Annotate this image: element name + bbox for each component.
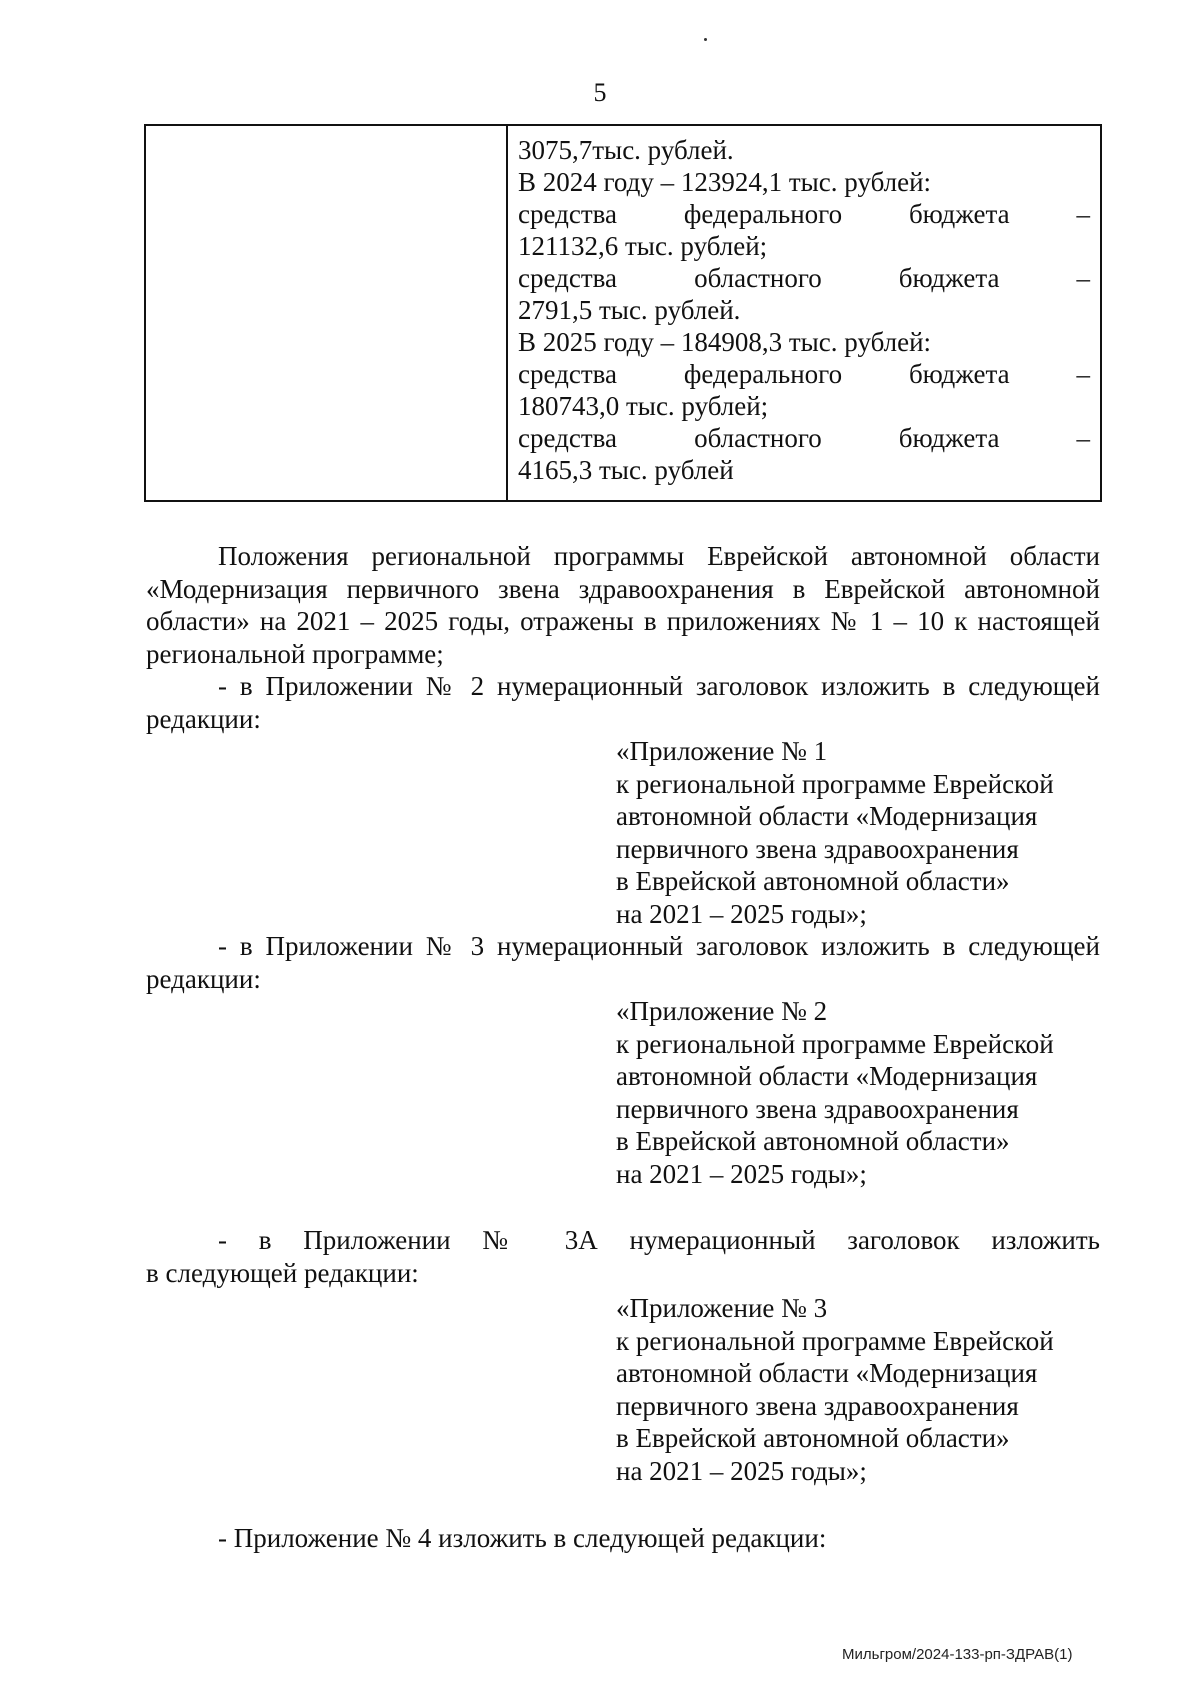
item-appendix-3a-line2: в следующей редакции: bbox=[146, 1258, 419, 1288]
block-line: к региональной программе Еврейской bbox=[616, 1028, 1054, 1059]
block-line: автономной области «Модернизация bbox=[616, 1061, 1038, 1091]
block-line: в Еврейской автономной области» bbox=[616, 1126, 1010, 1156]
word: бюджета bbox=[898, 423, 1000, 453]
word: средства bbox=[518, 263, 618, 293]
block-line: на 2021 – 2025 годы»; bbox=[616, 1158, 867, 1189]
intro-paragraph-wrap bbox=[146, 540, 1100, 670]
block-line: к региональной программе Еврейской bbox=[616, 768, 1054, 799]
block-line: первичного звена здравоохранения bbox=[616, 1390, 1019, 1421]
word: бюджета bbox=[898, 263, 1000, 293]
funding-table bbox=[144, 124, 1102, 502]
table-line: 3075,7тыс. рублей. bbox=[518, 135, 734, 165]
block-line: в Еврейской автономной области» bbox=[616, 1423, 1010, 1453]
block-line: к региональной программе Еврейской bbox=[616, 1325, 1054, 1356]
block-app1-wrap bbox=[146, 735, 1100, 930]
block-line: «Приложение № 1 bbox=[616, 736, 828, 766]
block-line: на 2021 – 2025 годы»; bbox=[616, 1455, 867, 1486]
word: средства bbox=[518, 359, 618, 389]
appendix-heading-block bbox=[616, 1292, 1100, 1487]
scan-speck bbox=[704, 38, 707, 41]
block-line: в Еврейской автономной области» bbox=[616, 866, 1010, 896]
word: областного bbox=[694, 423, 822, 453]
block-app3-wrap bbox=[146, 1292, 1100, 1487]
item-app4-wrap bbox=[146, 1522, 1100, 1555]
table-line: 180743,0 тыс. рублей; bbox=[518, 391, 769, 421]
word: областного bbox=[694, 263, 822, 293]
word: бюджета bbox=[908, 199, 1010, 229]
word: средства bbox=[518, 423, 618, 453]
table-line: 2791,5 тыс. рублей. bbox=[518, 295, 741, 325]
table-line: В 2024 году – 123924,1 тыс. рублей: bbox=[518, 167, 932, 197]
block-line: автономной области «Модернизация bbox=[616, 1358, 1038, 1388]
appendix-heading-block bbox=[616, 995, 1100, 1190]
table-line-spread bbox=[518, 262, 1090, 294]
table-line: 121132,6 тыс. рублей; bbox=[518, 231, 768, 261]
word: федерального bbox=[683, 199, 843, 229]
block-line: «Приложение № 3 bbox=[616, 1293, 828, 1323]
table-line: 4165,3 тыс. рублей bbox=[518, 455, 734, 485]
item-app3a-wrap bbox=[218, 1225, 1100, 1255]
item-appendix-3a-line1: - в Приложении № 3А нумерационный заголовок изложить bbox=[218, 1225, 1100, 1255]
item-appendix-3: - в Приложении № 3 нумерационный заголовок изложить в следующей редакции: bbox=[146, 931, 1100, 994]
word: средства bbox=[518, 199, 618, 229]
dash: – bbox=[1076, 359, 1090, 389]
block-line: автономной области «Модернизация bbox=[616, 801, 1038, 831]
word: бюджета bbox=[908, 359, 1010, 389]
block-line: первичного звена здравоохранения bbox=[616, 833, 1019, 864]
table-line-spread bbox=[518, 422, 1090, 454]
table-column-divider bbox=[506, 126, 508, 500]
item-app2-wrap bbox=[146, 670, 1100, 735]
block-line: первичного звена здравоохранения bbox=[616, 1093, 1019, 1124]
table-line-spread bbox=[518, 358, 1090, 390]
table-line-spread bbox=[518, 198, 1090, 230]
block-line: на 2021 – 2025 годы»; bbox=[616, 898, 867, 929]
block-line: «Приложение № 2 bbox=[616, 996, 828, 1026]
item-app3-wrap bbox=[146, 930, 1100, 995]
intro-paragraph: Положения региональной программы Еврейской автономной области «Модернизация первичного звена здравоохранения в Еврейской автономной области» на 2021 – 2025 годы, отражены в приложениях № 1 – 10 к настоящей региональной программе; bbox=[146, 541, 1100, 669]
block-app2-wrap bbox=[146, 995, 1100, 1190]
dash: – bbox=[1076, 423, 1090, 453]
item-appendix-4: - Приложение № 4 изложить в следующей редакции: bbox=[218, 1523, 827, 1553]
footer-reference: Мильгром/2024-133-рп-ЗДРАВ(1) bbox=[842, 1646, 1073, 1663]
table-line: В 2025 году – 184908,3 тыс. рублей: bbox=[518, 327, 932, 357]
item-app3a-line2-wrap bbox=[146, 1258, 1100, 1288]
item-appendix-2: - в Приложении № 2 нумерационный заголовок изложить в следующей редакции: bbox=[146, 671, 1100, 734]
dash: – bbox=[1076, 263, 1090, 293]
dash: – bbox=[1076, 199, 1090, 229]
table-right-cell bbox=[518, 134, 1090, 486]
page-number: 5 bbox=[593, 78, 607, 107]
appendix-heading-block bbox=[616, 735, 1100, 930]
word: федерального bbox=[683, 359, 843, 389]
